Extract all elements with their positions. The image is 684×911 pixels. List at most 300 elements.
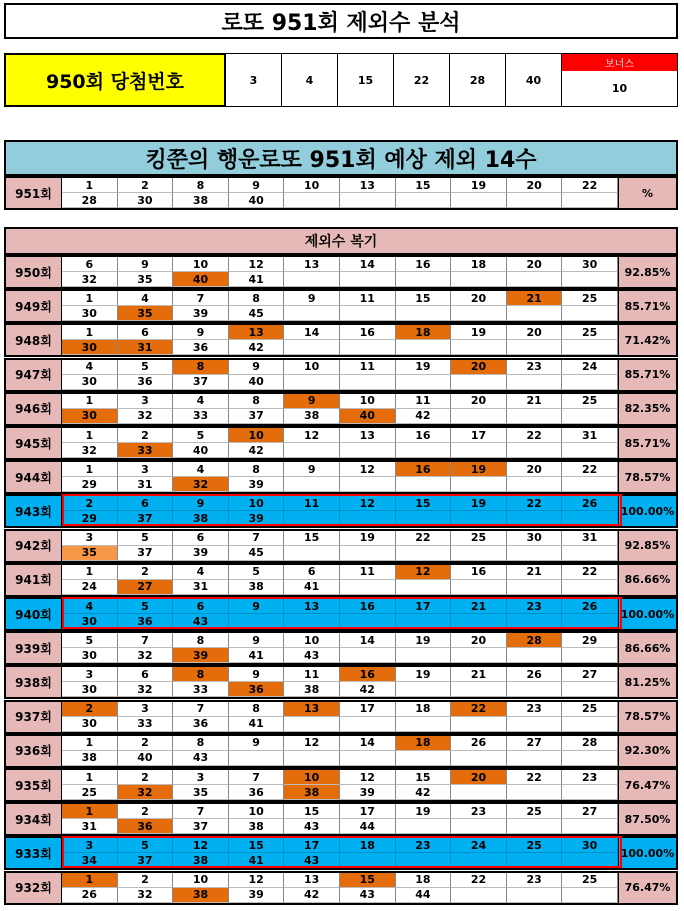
number-cell: [562, 819, 618, 834]
number-cell: [284, 272, 340, 287]
number-cell: 42: [396, 409, 452, 424]
number-cell: 30: [62, 340, 118, 355]
number-cell: 30: [62, 614, 118, 629]
number-cell: [284, 477, 340, 492]
number-cell: [562, 751, 618, 766]
number-cell: 10: [284, 633, 340, 648]
number-cell: [396, 443, 452, 458]
review-row: [4, 358, 678, 392]
prediction-pct-header: %: [618, 178, 676, 208]
last-draw-label: 950회 당첨번호: [4, 53, 226, 107]
number-cell: [507, 546, 563, 561]
number-cell: 32: [118, 888, 174, 903]
review-row: [4, 768, 678, 802]
number-cell: 2: [118, 770, 174, 785]
number-cell: 3: [118, 702, 174, 717]
number-cell: 14: [340, 736, 396, 751]
number-cell: 29: [62, 477, 118, 492]
accuracy-pct: 71.42%: [618, 325, 676, 355]
number-cell: 41: [229, 648, 285, 663]
number-cell: 1: [62, 565, 118, 580]
draw-label: 950회: [6, 257, 62, 287]
number-cell: 3: [173, 770, 229, 785]
number-cell: 3: [62, 838, 118, 853]
accuracy-pct: 86.66%: [618, 633, 676, 663]
number-cell: 2: [62, 496, 118, 511]
accuracy-pct: 92.85%: [618, 531, 676, 561]
number-cell: 19: [451, 178, 507, 193]
number-cell: 4: [173, 394, 229, 409]
number-cell: 39: [229, 888, 285, 903]
number-cell: 6: [118, 325, 174, 340]
number-cell: 16: [340, 599, 396, 614]
draw-cells: [62, 257, 618, 287]
number-cell: 5: [118, 360, 174, 375]
number-cell: [507, 443, 563, 458]
number-cell: [507, 785, 563, 800]
number-cell: 36: [229, 785, 285, 800]
number-cell: [284, 340, 340, 355]
number-cell: 38: [284, 785, 340, 800]
accuracy-pct: 100.00%: [618, 496, 676, 526]
number-cell: 30: [62, 717, 118, 732]
number-cell: 43: [340, 888, 396, 903]
number-cell: 19: [451, 496, 507, 511]
number-cell: [396, 751, 452, 766]
number-cell: 37: [229, 409, 285, 424]
number-cell: 6: [62, 257, 118, 272]
number-cell: [396, 717, 452, 732]
page-title: [4, 3, 678, 39]
number-cell: 19: [396, 804, 452, 819]
number-cell: 38: [173, 193, 229, 208]
number-cell: 38: [284, 682, 340, 697]
number-cell: 17: [396, 599, 452, 614]
number-cell: [507, 819, 563, 834]
number-cell: [451, 751, 507, 766]
draw-label: 932회: [6, 873, 62, 903]
number-cell: 1: [62, 291, 118, 306]
number-cell: 43: [173, 751, 229, 766]
number-cell: 12: [229, 257, 285, 272]
number-cell: 39: [229, 477, 285, 492]
review-row: [4, 597, 678, 631]
number-cell: 31: [562, 531, 618, 546]
number-cell: 10: [229, 804, 285, 819]
number-cell: 35: [118, 306, 174, 321]
number-cell: 32: [62, 272, 118, 287]
draw-cells: [62, 633, 618, 663]
winning-number: 15: [338, 53, 394, 107]
draw-label: 942회: [6, 531, 62, 561]
number-cell: [340, 477, 396, 492]
number-cell: [340, 648, 396, 663]
number-cell: 9: [284, 291, 340, 306]
number-cell: 10: [173, 257, 229, 272]
number-cell: [284, 546, 340, 561]
number-cell: 37: [173, 375, 229, 390]
number-cell: 11: [340, 360, 396, 375]
accuracy-pct: 87.50%: [618, 804, 676, 834]
number-cell: [396, 375, 452, 390]
number-cell: [562, 340, 618, 355]
review-row: [4, 392, 678, 426]
number-cell: 4: [62, 599, 118, 614]
number-cell: 26: [562, 599, 618, 614]
number-cell: 20: [451, 394, 507, 409]
number-cell: 39: [173, 306, 229, 321]
number-cell: 20: [507, 257, 563, 272]
accuracy-pct: 85.71%: [618, 428, 676, 458]
number-cell: 22: [562, 178, 618, 193]
number-cell: [451, 682, 507, 697]
number-cell: [562, 272, 618, 287]
review-row: [4, 700, 678, 734]
number-cell: 12: [284, 736, 340, 751]
number-cell: 27: [118, 580, 174, 595]
number-cell: 23: [507, 873, 563, 888]
number-cell: 1: [62, 804, 118, 819]
number-cell: 38: [62, 751, 118, 766]
number-cell: 31: [62, 819, 118, 834]
number-cell: 2: [118, 804, 174, 819]
winning-number: 4: [282, 53, 338, 107]
number-cell: [284, 306, 340, 321]
number-cell: 18: [396, 736, 452, 751]
number-cell: 30: [62, 409, 118, 424]
number-cell: 25: [507, 838, 563, 853]
number-cell: 27: [562, 667, 618, 682]
number-cell: 43: [284, 819, 340, 834]
number-cell: 25: [507, 804, 563, 819]
number-cell: [396, 580, 452, 595]
number-cell: 42: [396, 785, 452, 800]
draw-label: 933회: [6, 838, 62, 868]
number-cell: 13: [340, 178, 396, 193]
number-cell: [340, 193, 396, 208]
number-cell: 20: [451, 770, 507, 785]
review-row: [4, 529, 678, 563]
number-cell: 16: [451, 565, 507, 580]
number-cell: 11: [340, 291, 396, 306]
number-cell: 20: [507, 462, 563, 477]
number-cell: [396, 819, 452, 834]
number-cell: 32: [62, 443, 118, 458]
number-cell: 25: [62, 785, 118, 800]
draw-label: 938회: [6, 667, 62, 697]
number-cell: 32: [173, 477, 229, 492]
number-cell: 42: [340, 682, 396, 697]
perfect-highlight-box: [62, 597, 622, 629]
number-cell: 30: [62, 648, 118, 663]
number-cell: [562, 546, 618, 561]
number-cell: 21: [507, 565, 563, 580]
accuracy-pct: 76.47%: [618, 873, 676, 903]
number-cell: 23: [507, 702, 563, 717]
number-cell: [562, 682, 618, 697]
number-cell: 33: [118, 443, 174, 458]
number-cell: 12: [340, 770, 396, 785]
number-cell: 6: [118, 667, 174, 682]
number-cell: 10: [284, 770, 340, 785]
number-cell: 9: [173, 496, 229, 511]
draw-label: 937회: [6, 702, 62, 732]
number-cell: 27: [562, 804, 618, 819]
review-row: [4, 426, 678, 460]
number-cell: [396, 306, 452, 321]
number-cell: 37: [118, 546, 174, 561]
number-cell: 38: [173, 511, 229, 526]
number-cell: 19: [451, 462, 507, 477]
number-cell: 38: [173, 888, 229, 903]
draw-label: 948회: [6, 325, 62, 355]
number-cell: 3: [118, 462, 174, 477]
number-cell: 25: [562, 873, 618, 888]
number-cell: 38: [229, 819, 285, 834]
number-cell: 2: [118, 178, 174, 193]
number-cell: [451, 819, 507, 834]
number-cell: [396, 272, 452, 287]
number-cell: [451, 477, 507, 492]
winning-number: 3: [226, 53, 282, 107]
number-cell: 20: [507, 178, 563, 193]
winning-number: 40: [506, 53, 562, 107]
number-cell: 40: [340, 409, 396, 424]
review-row: [4, 323, 678, 357]
number-cell: 26: [451, 736, 507, 751]
review-row: [4, 665, 678, 699]
number-cell: [507, 340, 563, 355]
number-cell: 33: [173, 682, 229, 697]
accuracy-pct: 81.25%: [618, 667, 676, 697]
number-cell: 3: [118, 394, 174, 409]
prediction-row: [4, 176, 678, 210]
number-cell: 19: [451, 325, 507, 340]
number-cell: [562, 717, 618, 732]
number-cell: [507, 682, 563, 697]
number-cell: 19: [396, 667, 452, 682]
review-row: [4, 494, 678, 528]
perfect-highlight-box: [62, 494, 622, 526]
number-cell: [340, 340, 396, 355]
draw-label: 934회: [6, 804, 62, 834]
draw-cells: [62, 873, 618, 903]
number-cell: 22: [562, 462, 618, 477]
number-cell: 23: [507, 360, 563, 375]
number-cell: [396, 648, 452, 663]
number-cell: 21: [507, 291, 563, 306]
number-cell: 2: [118, 736, 174, 751]
number-cell: 6: [118, 496, 174, 511]
number-cell: 8: [229, 394, 285, 409]
number-cell: 8: [173, 178, 229, 193]
review-row: [4, 836, 678, 870]
review-row: [4, 871, 678, 905]
number-cell: 35: [118, 272, 174, 287]
draw-label: 943회: [6, 496, 62, 526]
number-cell: 25: [562, 325, 618, 340]
number-cell: [396, 546, 452, 561]
number-cell: 41: [229, 272, 285, 287]
number-cell: 25: [562, 394, 618, 409]
number-cell: 30: [507, 531, 563, 546]
number-cell: 9: [173, 325, 229, 340]
number-cell: 16: [396, 428, 452, 443]
number-cell: 30: [62, 306, 118, 321]
review-title: [4, 227, 678, 255]
accuracy-pct: 86.66%: [618, 565, 676, 595]
number-cell: [507, 306, 563, 321]
draw-cells: [62, 360, 618, 390]
number-cell: 22: [507, 428, 563, 443]
number-cell: 6: [284, 565, 340, 580]
accuracy-pct: 100.00%: [618, 838, 676, 868]
number-cell: [396, 340, 452, 355]
number-cell: [562, 477, 618, 492]
number-cell: 1: [62, 462, 118, 477]
number-cell: 2: [118, 428, 174, 443]
number-cell: 9: [229, 599, 285, 614]
number-cell: 15: [396, 291, 452, 306]
number-cell: 12: [340, 462, 396, 477]
number-cell: 20: [451, 633, 507, 648]
draw-label: 945회: [6, 428, 62, 458]
number-cell: 4: [62, 360, 118, 375]
number-cell: 43: [173, 614, 229, 629]
number-cell: 8: [173, 633, 229, 648]
number-cell: 44: [396, 888, 452, 903]
number-cell: 42: [284, 888, 340, 903]
number-cell: 41: [229, 853, 285, 868]
number-cell: 11: [396, 394, 452, 409]
number-cell: 37: [118, 853, 174, 868]
number-cell: [507, 193, 563, 208]
number-cell: 21: [507, 394, 563, 409]
number-cell: 15: [229, 838, 285, 853]
number-cell: 7: [173, 804, 229, 819]
number-cell: [507, 580, 563, 595]
number-cell: [451, 375, 507, 390]
number-cell: 36: [118, 614, 174, 629]
draw-label: 941회: [6, 565, 62, 595]
number-cell: 16: [396, 257, 452, 272]
number-cell: 5: [118, 838, 174, 853]
number-cell: 3: [62, 531, 118, 546]
number-cell: 3: [62, 667, 118, 682]
accuracy-pct: 76.47%: [618, 770, 676, 800]
number-cell: 36: [173, 717, 229, 732]
number-cell: 45: [229, 546, 285, 561]
number-cell: 8: [173, 667, 229, 682]
number-cell: 1: [62, 736, 118, 751]
draw-cells: [62, 462, 618, 492]
prediction-title: [4, 140, 678, 176]
draw-label: 946회: [6, 394, 62, 424]
review-title-text: 제외수 복기: [304, 234, 378, 250]
number-cell: 14: [284, 325, 340, 340]
number-cell: 7: [173, 702, 229, 717]
number-cell: [451, 409, 507, 424]
number-cell: 25: [562, 702, 618, 717]
number-cell: 29: [62, 511, 118, 526]
number-cell: [340, 272, 396, 287]
number-cell: 10: [284, 178, 340, 193]
number-cell: [562, 580, 618, 595]
number-cell: 22: [507, 496, 563, 511]
number-cell: [396, 193, 452, 208]
number-cell: 9: [284, 394, 340, 409]
number-cell: [396, 477, 452, 492]
number-cell: 30: [562, 838, 618, 853]
number-cell: 39: [229, 511, 285, 526]
number-cell: 42: [229, 340, 285, 355]
number-cell: 39: [173, 648, 229, 663]
number-cell: 9: [229, 633, 285, 648]
number-cell: 12: [340, 496, 396, 511]
number-cell: 9: [229, 667, 285, 682]
number-cell: 5: [62, 633, 118, 648]
number-cell: 37: [173, 819, 229, 834]
number-cell: 35: [62, 546, 118, 561]
number-cell: 30: [62, 375, 118, 390]
number-cell: [451, 580, 507, 595]
accuracy-pct: 92.85%: [618, 257, 676, 287]
number-cell: 36: [229, 682, 285, 697]
number-cell: 11: [284, 667, 340, 682]
number-cell: 45: [229, 306, 285, 321]
number-cell: [284, 375, 340, 390]
number-cell: 1: [62, 428, 118, 443]
number-cell: 15: [284, 804, 340, 819]
number-cell: 8: [229, 702, 285, 717]
bonus-number: 10: [611, 82, 628, 95]
number-cell: [562, 375, 618, 390]
review-row: [4, 802, 678, 836]
review-row: [4, 460, 678, 494]
number-cell: 12: [173, 838, 229, 853]
number-cell: 2: [62, 702, 118, 717]
number-cell: 40: [173, 272, 229, 287]
number-cell: 4: [118, 291, 174, 306]
number-cell: 7: [118, 633, 174, 648]
number-cell: 28: [562, 736, 618, 751]
number-cell: 23: [562, 770, 618, 785]
number-cell: [340, 717, 396, 732]
number-cell: 18: [396, 873, 452, 888]
number-cell: 36: [118, 375, 174, 390]
number-cell: 17: [340, 804, 396, 819]
prediction-cells: [62, 178, 618, 208]
number-cell: [396, 682, 452, 697]
number-cell: 37: [118, 511, 174, 526]
number-cell: 20: [451, 291, 507, 306]
number-cell: 15: [396, 496, 452, 511]
number-cell: 5: [173, 428, 229, 443]
number-cell: [340, 443, 396, 458]
number-cell: 1: [62, 873, 118, 888]
number-cell: 13: [229, 325, 285, 340]
winning-number: 22: [394, 53, 450, 107]
number-cell: [451, 888, 507, 903]
number-cell: 43: [284, 853, 340, 868]
number-cell: 9: [229, 736, 285, 751]
number-cell: [507, 888, 563, 903]
number-cell: 33: [173, 409, 229, 424]
number-cell: [451, 306, 507, 321]
number-cell: 41: [229, 717, 285, 732]
perfect-highlight-box: [62, 836, 622, 868]
number-cell: 13: [284, 702, 340, 717]
